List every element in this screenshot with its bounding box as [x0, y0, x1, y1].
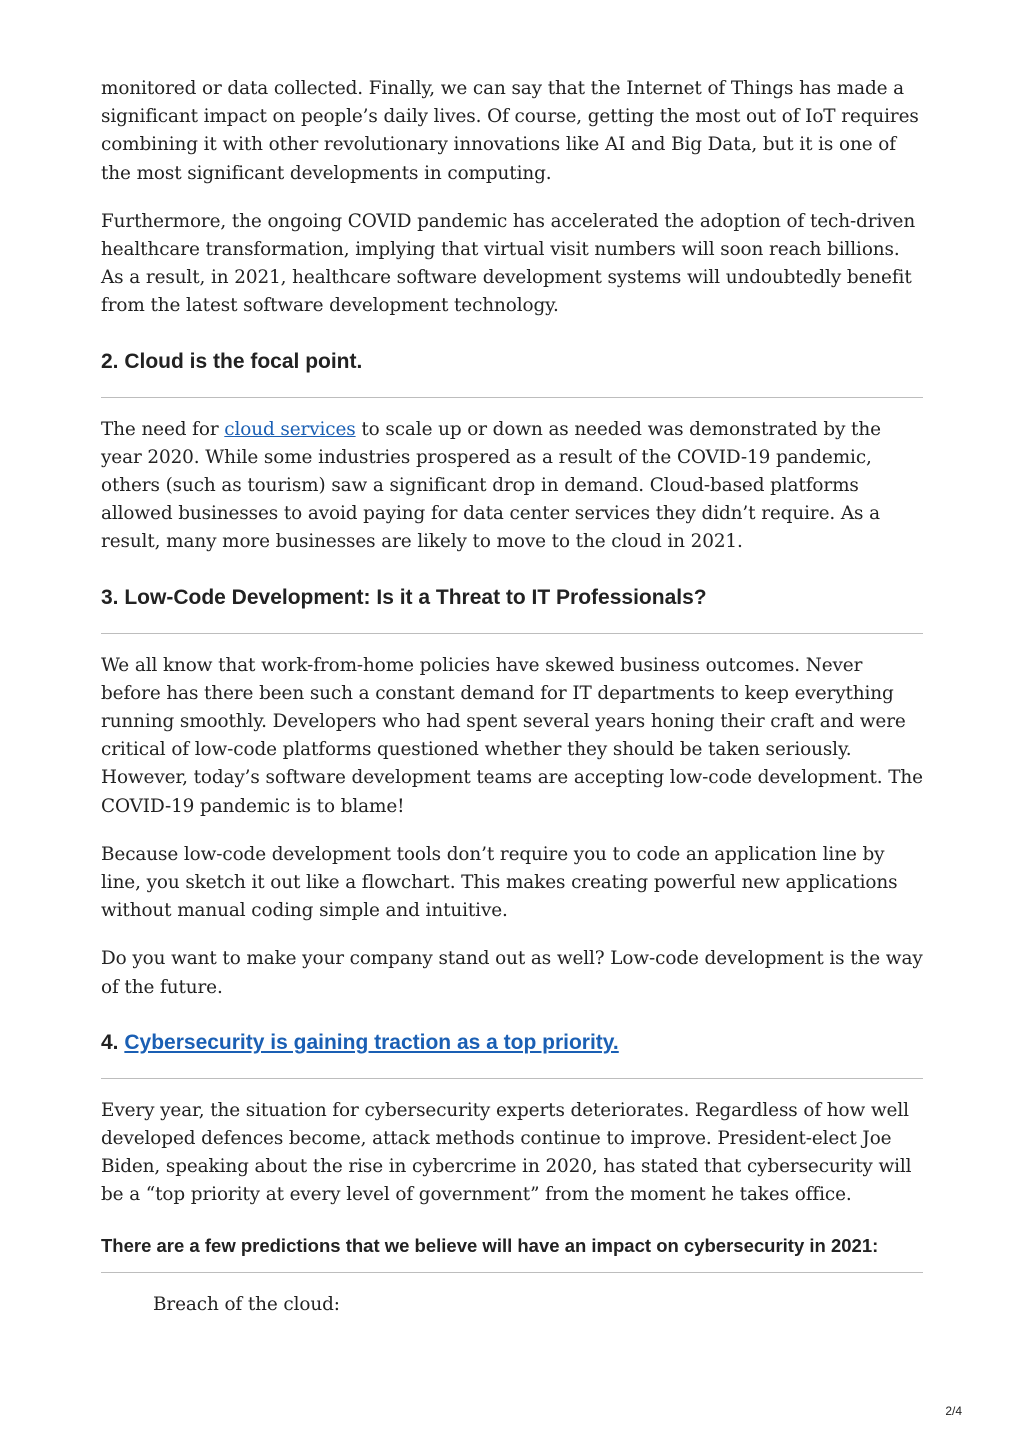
section-2-paragraph-1	[101, 416, 923, 557]
section-4-heading-prefix: 4.	[101, 1030, 125, 1054]
section-4-divider	[101, 1078, 923, 1079]
section-2-divider	[101, 397, 923, 398]
section-3-paragraph-1: We all know that work-from-home policies have skewed business outcomes. Never before has there been such a constant demand for IT departments to keep everything running smoothly. Developers who had spent several years honing their craft and were critical of low-code platforms questioned whether they should be taken seriously. However, today’s software development teams are accepting low-code development. The COVID-19 pandemic is to blame!	[101, 654, 923, 817]
section-4-heading	[101, 1030, 923, 1056]
intro-paragraph-1: monitored or data collected. Finally, we can say that the Internet of Things has made a significant impact on people’s daily lives. Of course, getting the most out of IoT requires combining it with other revolutionary innovations like AI and Big Data, but it is one of the most significant developments in computing.	[101, 78, 919, 184]
section-4-paragraph-1: Every year, the situation for cybersecurity experts deteriorates. Regardless of how well developed defences become, attack methods continue to improve. President-elect Joe Biden, speaking about the rise in cybercrime in 2020, has stated that cybersecurity will be a “top priority at every level of government” from the moment he takes office.	[101, 1099, 912, 1206]
prediction-item-cloud-breach: Breach of the cloud:	[153, 1293, 340, 1315]
section-3-heading: 3. Low-Code Development: Is it a Threat to IT Professionals?	[101, 585, 707, 609]
predictions-subheading: There are a few predictions that we believe will have an impact on cybersecurity in 2021:	[101, 1234, 879, 1256]
cloud-services-link[interactable]: cloud services	[224, 418, 356, 440]
predictions-divider	[101, 1272, 923, 1273]
section-2-text-after-link: to scale up or down as needed was demonstrated by the year 2020. While some industries prospered as a result of the COVID-19 pandemic, others (such as tourism) saw a significant drop in demand. Cloud-based platforms allowed businesses to avoid paying for data center services they didn’t require. As a result, many more businesses are likely to move to the cloud in 2021.	[101, 418, 881, 553]
page-number: 2/4	[945, 1404, 962, 1418]
article-body	[101, 75, 923, 1339]
intro-paragraph-2: Furthermore, the ongoing COVID pandemic has accelerated the adoption of tech-driven healthcare transformation, implying that virtual visit numbers will soon reach billions. As a result, in 2021, healthcare software development systems will undoubtedly benefit from the latest software development technology.	[101, 210, 916, 317]
section-2-text-before-link: The need for	[101, 418, 225, 440]
cybersecurity-heading-link[interactable]: Cybersecurity is gaining traction as a top priority.	[124, 1030, 619, 1054]
section-3-paragraph-2: Because low-code development tools don’t require you to code an application line by line, you sketch it out like a flowchart. This makes creating powerful new applications without manual coding simple and intuitive.	[101, 843, 898, 922]
section-2-heading: 2. Cloud is the focal point.	[101, 349, 363, 373]
section-3-divider	[101, 633, 923, 634]
section-3-paragraph-3: Do you want to make your company stand out as well? Low-code development is the way of the future.	[101, 948, 923, 998]
